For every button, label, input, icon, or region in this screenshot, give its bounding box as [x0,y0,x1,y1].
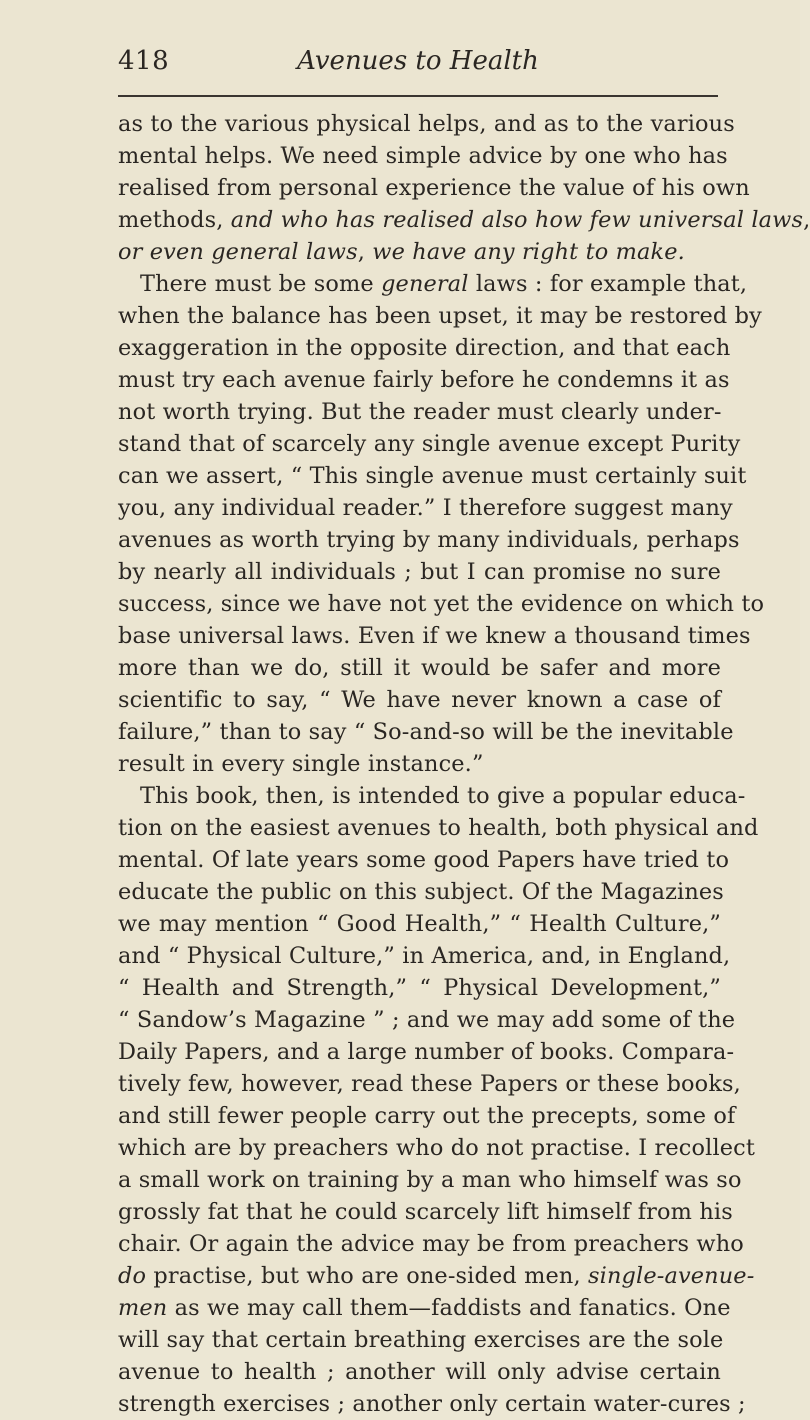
text-segment: realised from personal experience the value of his own [118,175,750,201]
text-line [118,1356,721,1388]
italic-text: or even general laws [118,239,358,265]
text-line [118,876,724,908]
text-segment: you, any individual reader.” I therefore suggest many [118,495,733,521]
text-line [118,492,733,524]
page-number: 418 [118,46,170,76]
text-line [118,140,728,172]
text-line [118,108,735,140]
text-segment: This book, then, is intended to give a popular educa- [140,783,746,809]
text-segment: practise, but who are one-sided men, [146,1263,589,1289]
text-segment: failure,” than to say “ So-and-so will be the inevitable [118,719,734,745]
text-line [118,1004,736,1036]
text-segment: will say that certain breathing exercises are the sole [118,1327,724,1353]
text-segment: we may mention “ Good Health,” “ Health Culture,” [118,911,721,937]
text-line [118,716,734,748]
text-line [118,940,731,972]
text-line [118,364,730,396]
text-segment: avenue to health ; another will only advise certain [118,1359,721,1385]
text-segment: scientific to say, “ We have never known a case of [118,687,721,713]
text-line [118,972,721,1004]
text-line [118,620,751,652]
running-head: Avenues to Health [297,46,539,76]
text-line [118,652,721,684]
page-header [118,46,718,86]
text-segment: “ Sandow’s Magazine ” ; and we may add some of the [118,1007,736,1033]
text-segment: mental. Of late years some good Papers have tried to [118,847,730,873]
text-line [118,204,810,236]
text-segment: exaggeration in the opposite direction, and that each [118,335,731,361]
text-line [118,1324,724,1356]
text-segment: not worth trying. But the reader must clearly under- [118,399,722,425]
text-segment: , [803,207,810,233]
text-segment: a small work on training by a man who himself was so [118,1167,742,1193]
text-segment: , [357,239,373,265]
text-segment: stand that of scarcely any single avenue except Purity [118,431,741,457]
text-line [118,556,721,588]
text-line [118,684,721,716]
text-segment: avenues as worth trying by many individuals, perhaps [118,527,740,553]
body-text [118,108,810,1420]
text-line [118,332,731,364]
text-segment: more than we do, still it would be safer and more [118,655,721,681]
text-line [118,172,750,204]
text-line [118,908,721,940]
text-segment: base universal laws. Even if we knew a thousand times [118,623,751,649]
text-line [118,1388,746,1420]
header-rule [118,95,718,97]
text-segment: when the balance has been upset, it may be restored by [118,303,762,329]
text-line [118,396,721,428]
text-segment: can we assert, “ This single avenue must certainly suit [118,463,747,489]
text-line [118,460,747,492]
text-line [118,268,748,300]
text-segment: by nearly all individuals ; but I can promise no sure [118,559,721,585]
text-segment: grossly fat that he could scarcely lift himself from his [118,1199,733,1225]
text-segment: educate the public on this subject. Of the Magazines [118,879,724,905]
text-segment: Daily Papers, and a large number of books. Compara- [118,1039,735,1065]
text-line [118,812,759,844]
text-line [118,1260,755,1292]
text-line [118,1164,742,1196]
italic-text: men [118,1295,168,1321]
italic-text: we have any right to make. [372,239,685,265]
text-segment: success, since we have not yet the evidence on which to [118,591,765,617]
text-segment: result in every single instance.” [118,751,484,777]
text-line [118,236,721,268]
text-line [118,524,740,556]
text-segment: laws : for example that, [468,271,748,297]
text-line [118,1292,731,1324]
italic-text: single-avenue- [588,1263,755,1289]
text-line [118,588,765,620]
text-segment: and “ Physical Culture,” in America, and, in England, [118,943,731,969]
text-segment: There must be some [140,271,382,297]
text-line [118,1036,735,1068]
text-segment: “ Health and Strength,” “ Physical Development,” [118,975,721,1001]
italic-text: do [118,1263,147,1289]
text-line [118,748,721,780]
text-segment: which are by preachers who do not practise. I recollect [118,1135,755,1161]
text-segment: strength exercises ; another only certain water-cures ; [118,1391,746,1417]
text-line [118,844,730,876]
text-segment: tion on the easiest avenues to health, both physical and [118,815,759,841]
text-line [118,1132,755,1164]
text-line [118,1228,744,1260]
italic-text: and who has realised also how few universal laws [230,207,804,233]
text-segment: methods, [118,207,231,233]
text-segment: and still fewer people carry out the precepts, some of [118,1103,736,1129]
text-line [118,300,762,332]
text-segment: chair. Or again the advice may be from preachers who [118,1231,744,1257]
italic-text: general [381,271,469,297]
text-segment: mental helps. We need simple advice by one who has [118,143,728,169]
text-segment: as to the various physical helps, and as to the various [118,111,735,137]
text-line [118,1068,741,1100]
text-line [118,1196,733,1228]
text-segment: tively few, however, read these Papers or these books, [118,1071,741,1097]
text-line [118,1100,736,1132]
text-line [118,428,741,460]
text-line [118,780,746,812]
text-segment: must try each avenue fairly before he condemns it as [118,367,730,393]
text-segment: as we may call them—faddists and fanatics. One [167,1295,731,1321]
